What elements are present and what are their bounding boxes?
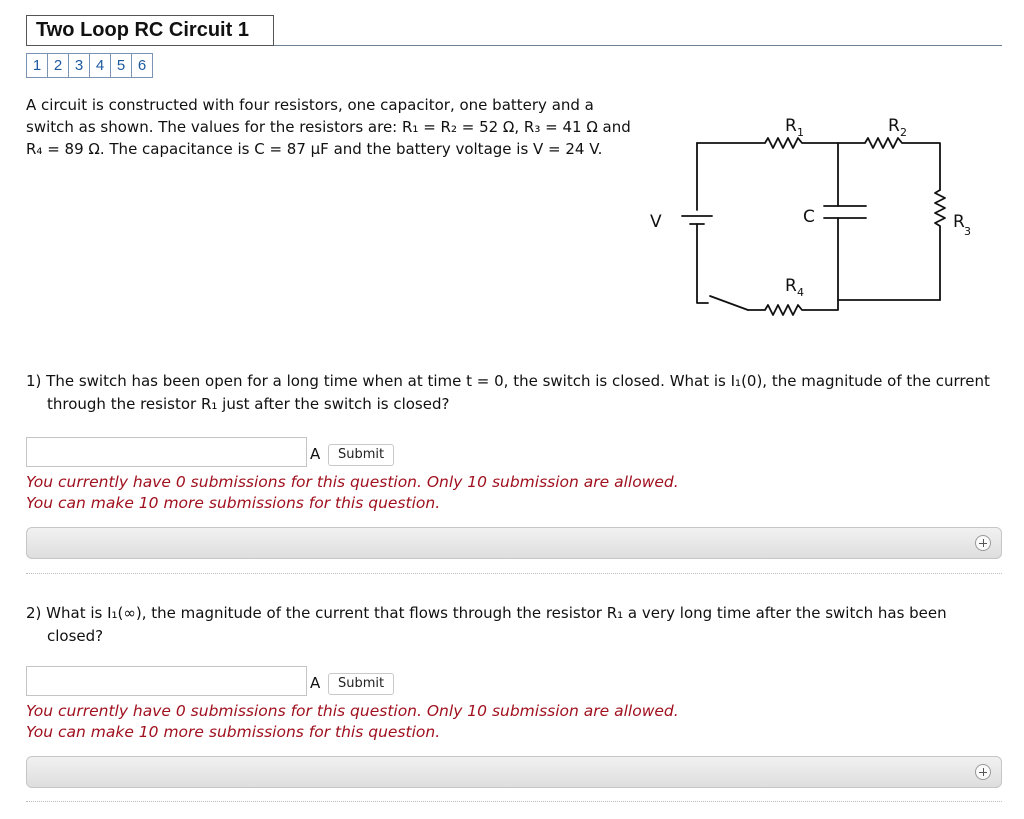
label-c: C <box>803 207 815 227</box>
tab-1[interactable]: 1 <box>26 53 48 78</box>
tab-5[interactable]: 5 <box>110 53 132 78</box>
label-r2-sub: 2 <box>900 126 907 139</box>
label-r3-sub: 3 <box>964 225 971 238</box>
title-divider <box>274 45 1002 46</box>
hint-panel-2[interactable] <box>26 756 1002 788</box>
label-r1-sub: 1 <box>797 126 804 139</box>
unit-label-2: A <box>310 674 321 692</box>
label-r2: R <box>888 116 900 136</box>
tab-6[interactable]: 6 <box>131 53 153 78</box>
label-r1: R <box>785 116 797 136</box>
submission-status-2: You currently have 0 submissions for this question. Only 10 submission are allowed. <box>26 702 679 720</box>
label-r4-sub: 4 <box>797 286 804 299</box>
tab-4[interactable]: 4 <box>89 53 111 78</box>
answer-input-2[interactable] <box>26 666 307 696</box>
label-r3: R <box>953 212 965 232</box>
label-r4: R <box>785 276 797 296</box>
submit-button-2[interactable]: Submit <box>328 673 394 695</box>
section-divider-2 <box>26 801 1002 802</box>
question-1-text: 1) The switch has been open for a long time when at time t = 0, the switch is closed. What is I₁(0), the magnitude of the current through the resistor R₁ just after the switch is closed? <box>26 372 990 413</box>
problem-statement: A circuit is constructed with four resistors, one capacitor, one battery and a switch as shown. The values for the resistors are: R₁ = R₂ = 52 Ω, R₃ = 41 Ω and R₄ = 89 Ω. The capacitance is C = 87 μF and the battery voltage is V = 24 V. <box>26 96 631 158</box>
hint-panel-1[interactable] <box>26 527 1002 559</box>
question-2-text: 2) What is I₁(∞), the magnitude of the current that flows through the resistor R₁ a very long time after the switch has been closed? <box>26 604 947 645</box>
page-title: Two Loop RC Circuit 1 <box>26 15 274 46</box>
submission-remaining-2: You can make 10 more submissions for this question. <box>26 723 441 741</box>
submission-remaining-1: You can make 10 more submissions for this question. <box>26 494 441 512</box>
tab-3[interactable]: 3 <box>68 53 90 78</box>
circuit-diagram <box>640 110 970 325</box>
label-v: V <box>650 212 662 232</box>
answer-input-1[interactable] <box>26 437 307 467</box>
tab-2[interactable]: 2 <box>47 53 69 78</box>
submit-button-1[interactable]: Submit <box>328 444 394 466</box>
submission-status-1: You currently have 0 submissions for this question. Only 10 submission are allowed. <box>26 473 679 491</box>
plus-circle-icon[interactable] <box>975 535 991 551</box>
section-divider-1 <box>26 573 1002 574</box>
question-tabs <box>26 53 153 78</box>
unit-label-1: A <box>310 445 321 463</box>
plus-circle-icon[interactable] <box>975 764 991 780</box>
